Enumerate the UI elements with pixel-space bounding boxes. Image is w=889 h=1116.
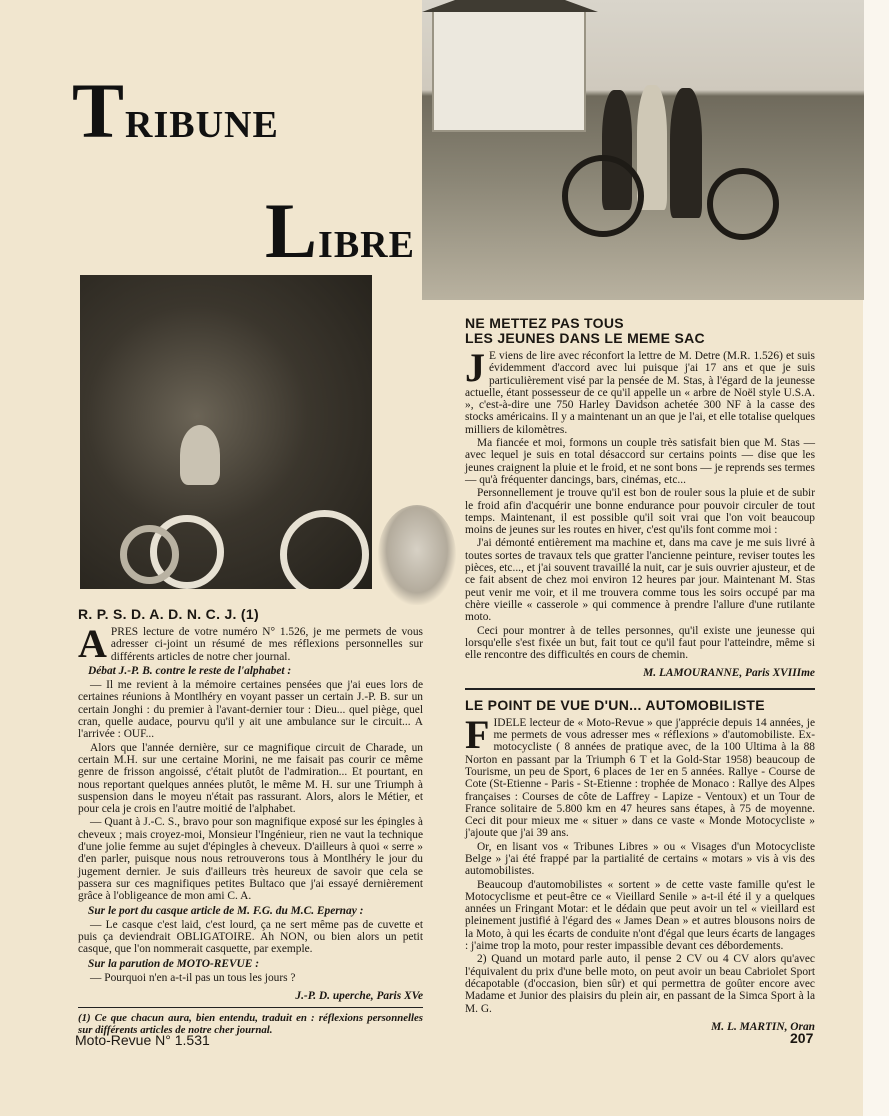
paragraph: J E viens de lire avec réconfort la lettre de M. Detre (M.R. 1.526) et suis évidemment d'accord avec lui puisque j'ai 17 ans et que je suis particulièrement visé par la pensée de M. Stas, à l'égard de la jeunesse actuelle, étant possesseur de ce qu'il appelle un « arbre de Noël style U.S.A. », c'est-à-dire une 750 Harley Davidson achetée 300 NF à la casse des stocks américains. Il y a maintenant un an que je l'ai, et elle totalise quelques milliers de kilomètres. [465,345,815,436]
paragraph: J'ai démonté entièrement ma machine et, dans ma cave je me suis livré à toutes sortes de travaux tels que gratter l'ancienne peinture, reviser toutes les pièces, etc..., et j'ai souvent travaillé la nuit, car je suis ouvrier ajusteur, et de ce fait absent de chez moi environ 12 heures par jour. Maintenant M. Stas peut venir me voir, et il me trouvera comme tous les soirs occupé par ma chère vieille « casserole » qui commence à prendre l'allure d'une rutilante moto. [465,537,815,624]
signature-martin: M. L. MARTIN, Oran [711,1020,815,1033]
article-heading-jeunes: NE METTEZ PAS TOUS LES JEUNES DANS LE MEME SAC [465,315,705,346]
paragraph: — Quant à J.-C. S., bravo pour son magnifique exposé sur les épingles à cheveux ; mais croyez-moi, Monsieur l'Ingénieur, rien ne vaut la technique d'une jolie femme au sujet d'épingles à cheveux. D'ailleurs à quoi « serre » d'en parler, puisque nous nous retrouverons tous à Montlhéry le jour du jugement dernier. Je suis d'ailleurs très heureux de savoir que cela se passera sur ces magnifiques petites Bultaco que j'ai essayé dernièrement grâce à l'obligeance de mon ami C. A. [78,816,423,903]
paper-edge [863,0,889,1116]
paragraph: Personnellement je trouve qu'il est bon de rouler sous la pluie et de subir le froid afin d'acquérir une bonne endurance pour pouvoir circuler de tout temps. Maintenant, il est possible qu'il soit vrai que l'on voit beaucoup moins de jeunes sur les routes en hiver, c'est qu'ils font comme moi : [465,487,815,537]
paragraph: 2) Quand un motard parle auto, il pense 2 CV ou 4 CV alors qu'avec l'équivalent du prix d'une belle moto, on peut avoir un beau Cabriolet Sport décapotable (d'occasion, bien sûr) et qui permettra de goûter encore avec Madame et Junior des plaisirs du plein air, en passant de la Simca Sport à la M. G. [465,953,815,1015]
left-column [78,607,423,1037]
subheading: Sur le port du casque article de M. F.G. du M.C. Epernay : [88,904,364,917]
paragraph: — Il me revient à la mémoire certaines pensées que j'ai eues lors de certaines réunions à Montlhéry en voyant passer un certain J.-P. B. sur un certain Jonghi : du premier à l'avant-dernier tour : Dieu... quel piège, quel cran, quelle audace, pourvu qu'il y ait une ambulance sur le circuit... A l'arrivée : OUF... [78,679,423,741]
footnote: (1) Ce que chacun aura, bien entendu, traduit en : réflexions personnelles sur différents articles de notre cher journal. [78,1011,423,1036]
paragraph: Beaucoup d'automobilistes « sortent » de cette vaste famille qu'est le Motocyclisme et peut-être ce « Vieillard Senile » a-t-il été il y a quelques années un Fringant Motar: et le dédain que peut avoir un tel « vieillard est pleinement justifié à l'égard des « James Dean » et autres blousons noirs de la Moto, à qui les écarts de conduite n'ont d'égal que leurs écarts de langages : j'aime trop la moto, pour rester impassible devant ces débordements. [465,878,815,953]
paragraph: Alors que l'année dernière, sur ce magnifique circuit de Charade, un certain M.H. sur une certaine Morini, ne me faisait pas courir ce même genre de frisson angoissé, c'était plutôt de l'admiration... Et pourtant, en nous reportant quelques années plutôt, le même M. H. sur une Triumph à suspension dans le moyeu n'était pas rassurant. Alors, alors le Métier, et pour cela je crois en l'autre moitié de l'alphabet. [78,741,423,816]
title-tribune: TRIBUNE [72,67,279,154]
subheading: Débat J.-P. B. contre le reste de l'alphabet : [88,664,292,677]
article-heading-automobiliste: LE POINT DE VUE D'UN... AUTOMOBILISTE [465,696,765,713]
paragraph: — Le casque c'est laid, c'est lourd, ça ne sert même pas de cuvette et puis ça deviendrait OBLIGATOIRE. Ah NON, ou bien alors un petit casque, que l'on nommerait casquette, par exemple. [78,918,423,956]
paragraph: — Pourquoi n'en a-t-il pas un tous les jours ? [90,972,296,985]
article-heading-rpsdadncj: R. P. S. D. A. D. N. C. J. (1) [78,606,259,622]
paragraph: Ma fiancée et moi, formons un couple très satisfait bien que M. Stas — avec lequel je suis en total désaccord sur certains points — dise que les jeunes craignent la pluie et le froid, et ne sont bons — je reprends ses termes — qu'à fréquenter dancings, bars, cinémas, etc... [465,437,815,486]
page-number: 207 [790,1030,814,1046]
signature-duperche: J.-P. D. uperche, Paris XVe [295,990,423,1003]
paragraph: Or, en lisant vos « Tribunes Libres » ou « Visages d'un Motocycliste Belge » j'ai été frappé par la partialité de certains « motars » vis à vis des automobilistes. [465,840,815,878]
photo-workshop [80,275,372,589]
paragraph: Ceci pour montrer à de telles personnes, qu'il existe une jeunesse qui lorsqu'elle s'est fixée un but, fait tout ce qu'il faut pour l'atteindre, même si elle rencontre des difficultés en cours de chemin. [465,624,815,662]
photo-motorcycle-couple [422,0,864,300]
title-libre: LIBRE [265,187,415,274]
paragraph: APRES lecture de votre numéro N° 1.526, je me permets de vous adresser ci-joint un résumé de mes réflexions personnelles sur différents articles de notre cher journal. [78,621,423,666]
right-column [465,316,815,1035]
divider [78,1007,423,1008]
subheading: Sur la parution de MOTO-REVUE : [88,957,260,970]
footer-issue: Moto-Revue N° 1.531 [75,1032,210,1048]
paragraph: FIDELE lecteur de « Moto-Revue » que j'apprécie depuis 14 années, je me permets de vous adresser mes « réflexions » d'automobiliste. Ex-motocycliste ( 8 années de pratique avec, de la 100 Ultima à la 88 Norton en passant par la Triumph 6 T et la Gold-Star 1958) beaucoup de Tourisme, un peu de Sport, 6 places de 1er en 5 années. Rallye - Course de Cote (St-Etienne - Paris - St-Etienne : trophée de Monaco : Rallye des Alpes françaises : Courses de côte de Laffrey - Lapize - Ventoux) et un Tour de France solitaire de 5.800 km en 47 heures sans étapes, à 75 de moyenne. Ceci dit pour mieux me « situer » dans ce vaste « Monde Motocycliste » j'ajoute que j'ai 39 ans. [465,711,815,840]
portrait-photo [378,505,456,605]
signature-lamouranne: M. LAMOURANNE, Paris XVIIIme [643,667,815,680]
divider [465,688,815,690]
